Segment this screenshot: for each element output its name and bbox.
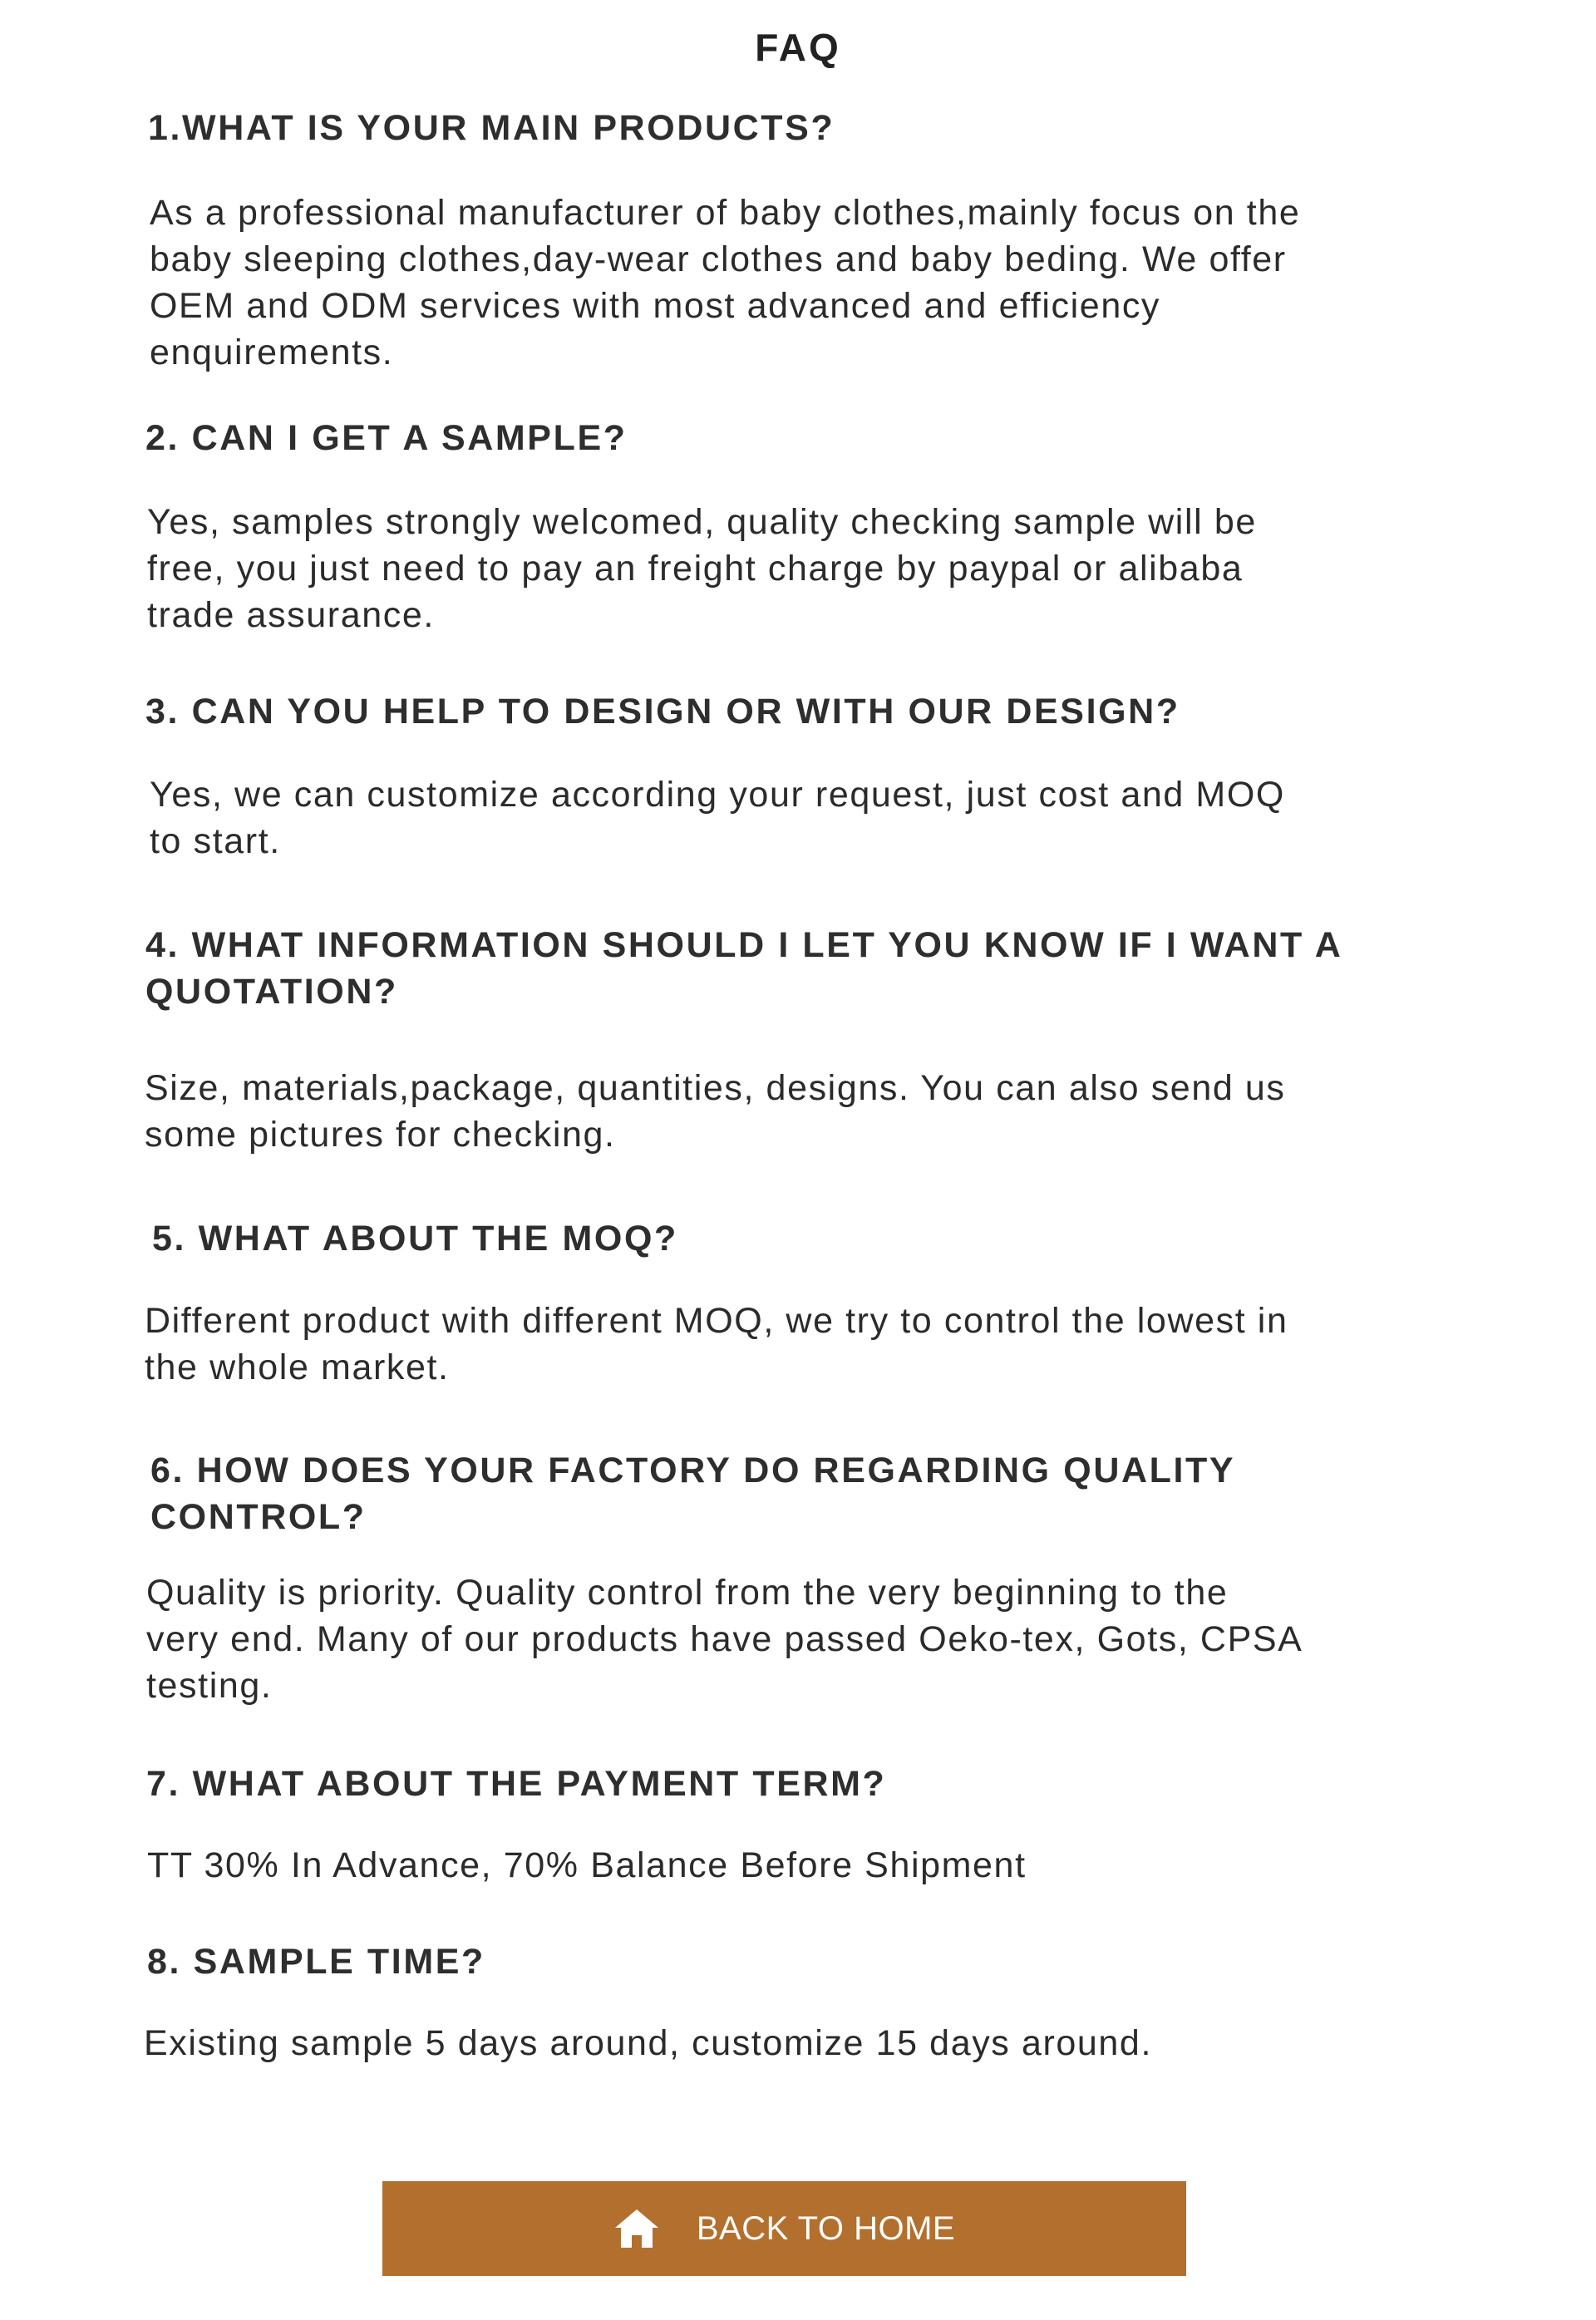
faq-answer-1-line-1: As a professional manufacturer of baby clothes,mainly focus on the: [150, 193, 1301, 233]
faq-answer-2-line-2: free, you just need to pay an freight charge by paypal or alibaba: [147, 549, 1244, 589]
faq-answer-4-line-2: some pictures for checking.: [145, 1115, 616, 1155]
faq-answer-2-line-3: trade assurance.: [147, 595, 435, 635]
faq-question-2: 2. CAN I GET A SAMPLE?: [145, 418, 628, 458]
faq-answer-1-line-4: enquirements.: [150, 332, 394, 372]
faq-answer-5-line-2: the whole market.: [145, 1347, 450, 1387]
faq-answer-4-line-1: Size, materials,package, quantities, designs. You can also send us: [145, 1068, 1286, 1108]
faq-question-6-line-1: 6. HOW DOES YOUR FACTORY DO REGARDING QUALITY: [150, 1451, 1236, 1490]
page-title: FAQ: [755, 26, 841, 69]
faq-answer-3: [150, 771, 1480, 864]
faq-question-6: [150, 1447, 1480, 1540]
faq-question-6-line-2: CONTROL?: [150, 1497, 367, 1537]
faq-answer-1: [150, 190, 1480, 376]
faq-answer-1-line-3: OEM and ODM services with most advanced and efficiency: [150, 286, 1161, 326]
faq-answer-5-line-1: Different product with different MOQ, we try to control the lowest in: [145, 1301, 1288, 1341]
faq-answer-7-line-1: TT 30% In Advance, 70% Balance Before Shipment: [147, 1845, 1027, 1885]
faq-answer-5: [145, 1298, 1475, 1391]
faq-question-1: 1.WHAT IS YOUR MAIN PRODUCTS?: [148, 108, 835, 148]
faq-question-5: 5. WHAT ABOUT THE MOQ?: [152, 1219, 678, 1259]
faq-answer-1-line-2: baby sleeping clothes,day-wear clothes and baby beding. We offer: [150, 239, 1287, 279]
faq-answer-2-line-1: Yes, samples strongly welcomed, quality checking sample will be: [147, 502, 1257, 542]
faq-answer-8: [144, 2020, 1474, 2066]
faq-answer-3-line-2: to start.: [150, 821, 281, 861]
faq-question-4-line-1: 4. WHAT INFORMATION SHOULD I LET YOU KNOW IF I WANT A: [145, 925, 1343, 965]
faq-question-7: 7. WHAT ABOUT THE PAYMENT TERM?: [146, 1764, 887, 1804]
back-to-home-label: BACK TO HOME: [696, 2209, 956, 2247]
faq-answer-4: [145, 1065, 1475, 1158]
faq-question-3: 3. CAN YOU HELP TO DESIGN OR WITH OUR DESIGN?: [145, 692, 1180, 731]
faq-answer-7: [147, 1842, 1477, 1889]
faq-question-4: [145, 922, 1475, 1015]
faq-answer-6: [146, 1569, 1476, 1709]
back-to-home-button[interactable]: [382, 2181, 1186, 2276]
faq-question-8: 8. SAMPLE TIME?: [147, 1942, 485, 1982]
faq-answer-3-line-1: Yes, we can customize according your request, just cost and MOQ: [150, 775, 1285, 815]
faq-answer-6-line-1: Quality is priority. Quality control from the very beginning to the: [146, 1573, 1229, 1613]
faq-question-4-line-2: QUOTATION?: [145, 972, 398, 1012]
faq-answer-6-line-3: testing.: [146, 1666, 273, 1706]
faq-answer-8-line-1: Existing sample 5 days around, customize 15 days around.: [144, 2023, 1152, 2063]
faq-answer-2: [147, 499, 1477, 638]
home-icon: [613, 2208, 660, 2249]
faq-answer-6-line-2: very end. Many of our products have passed Oeko-tex, Gots, CPSA: [146, 1619, 1303, 1659]
